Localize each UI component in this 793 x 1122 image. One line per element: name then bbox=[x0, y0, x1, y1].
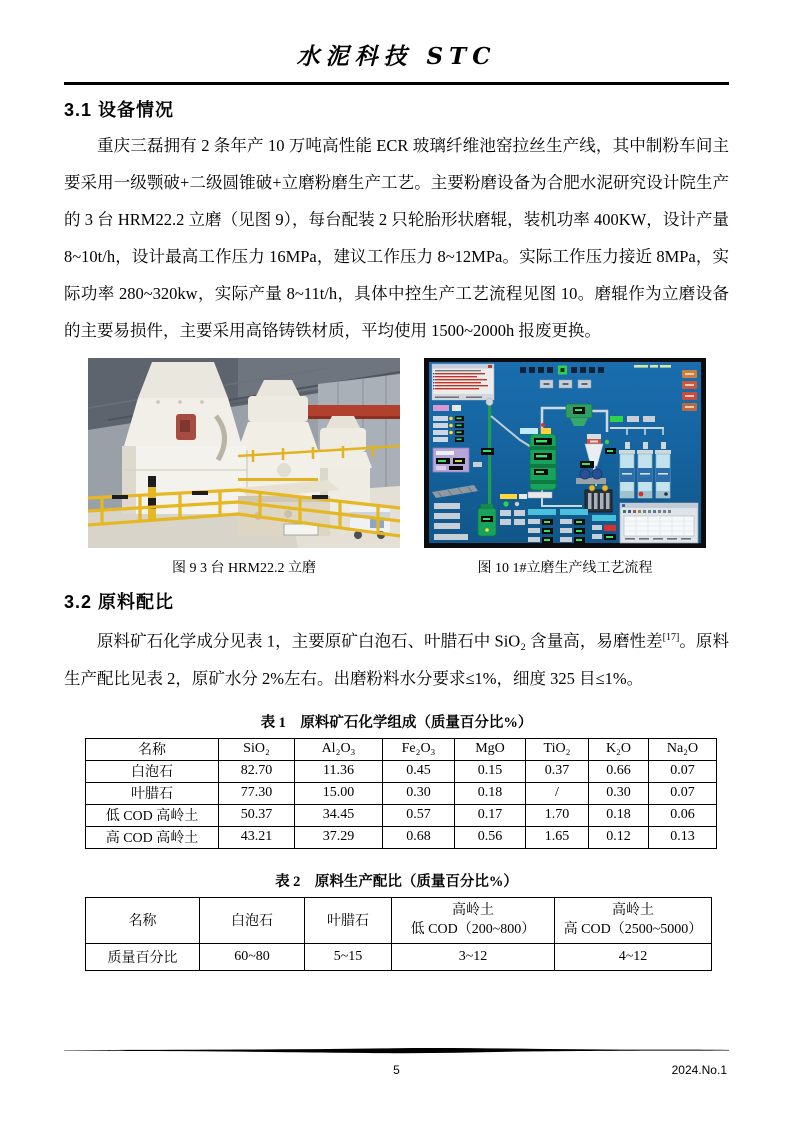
table-cell: 0.13 bbox=[649, 826, 717, 848]
figures-row bbox=[88, 358, 729, 577]
table-header-cell bbox=[555, 897, 712, 943]
table-cell: 0.30 bbox=[589, 782, 649, 804]
header-line-1: 高岭土 bbox=[452, 902, 494, 918]
table-header-cell: Al₂O₃ bbox=[295, 738, 383, 760]
section-heading-3-1: 3.1 设备情况 bbox=[64, 100, 175, 120]
journal-title: 水泥科技 STC bbox=[296, 43, 497, 70]
page-number: 5 bbox=[393, 1063, 400, 1077]
figure-mill-photo bbox=[88, 358, 400, 577]
production-ratio-table bbox=[85, 897, 712, 971]
paragraph-materials-text-2: 。原料生产配比见表 2，原矿水分 2%左右。出磨粉料水分要求≤1%，细度 325 目≤1%。 bbox=[64, 631, 729, 688]
table2-title: 表 2 原料生产配比（质量百分比%） bbox=[275, 873, 518, 890]
header-line-2: 低 COD（200~800） bbox=[410, 922, 536, 938]
table-row bbox=[86, 943, 712, 970]
table-cell: 白泡石 bbox=[86, 760, 219, 782]
table-cell: 34.45 bbox=[295, 804, 383, 826]
table-header-cell: 白泡石 bbox=[200, 897, 305, 943]
table-cell: 60~80 bbox=[200, 943, 305, 970]
table-cell: 叶腊石 bbox=[86, 782, 219, 804]
figure-caption-10: 图 10 1#立磨生产线工艺流程 bbox=[477, 561, 653, 576]
trend-window bbox=[620, 503, 698, 543]
table-cell: 0.17 bbox=[455, 804, 526, 826]
table-cell: 0.66 bbox=[589, 760, 649, 782]
table-cell: 1.65 bbox=[526, 826, 589, 848]
table-cell: 0.07 bbox=[649, 782, 717, 804]
table-header-cell: Fe₂O₃ bbox=[383, 738, 455, 760]
silos bbox=[619, 442, 671, 498]
table-header-cell: SiO₂ bbox=[219, 738, 295, 760]
table-cell: 4~12 bbox=[555, 943, 712, 970]
hazard-column bbox=[148, 476, 156, 520]
small-green-vessel bbox=[478, 504, 496, 536]
table-header-cell: 名称 bbox=[86, 897, 200, 943]
table-row bbox=[86, 760, 717, 782]
table-cell: 43.21 bbox=[219, 826, 295, 848]
table-header-cell: 叶腊石 bbox=[305, 897, 392, 943]
table-row bbox=[86, 826, 717, 848]
table-cell: 77.30 bbox=[219, 782, 295, 804]
footer-rule bbox=[64, 1047, 729, 1055]
table-cell: 3~12 bbox=[392, 943, 555, 970]
table-cell: 0.06 bbox=[649, 804, 717, 826]
table-header-cell bbox=[392, 897, 555, 943]
table-cell: 质量百分比 bbox=[86, 943, 200, 970]
title-buttons bbox=[540, 380, 591, 388]
table-cell: 15.00 bbox=[295, 782, 383, 804]
chemical-composition-table bbox=[85, 738, 717, 849]
table-cell: 高 COD 高岭土 bbox=[86, 826, 219, 848]
paragraph-materials bbox=[64, 619, 729, 697]
table-cell: 0.30 bbox=[383, 782, 455, 804]
table-cell: 0.18 bbox=[455, 782, 526, 804]
table-cell: 低 COD 高岭土 bbox=[86, 804, 219, 826]
table-cell: 0.45 bbox=[383, 760, 455, 782]
figure-caption-9: 图 9 3 台 HRM22.2 立磨 bbox=[172, 561, 316, 576]
table-header-cell: MgO bbox=[455, 738, 526, 760]
table-cell: 82.70 bbox=[219, 760, 295, 782]
table-cell: 11.36 bbox=[295, 760, 383, 782]
table-cell: 0.18 bbox=[589, 804, 649, 826]
section-heading-3-2: 3.2 原料配比 bbox=[64, 592, 175, 612]
header-line-2: 高 COD（2500~5000） bbox=[563, 922, 703, 938]
paragraph-equipment: 重庆三磊拥有 2 条年产 10 万吨高性能 ECR 玻璃纤维池窑拉丝生产线，其中制粉车间主要采用一级颚破+二级圆锥破+立磨粉磨生产工艺。主要粉磨设备为合肥水泥研究设计院生产的 3 台 HRM22.2 立磨（见图 9），每台配装 2 只轮胎形状磨辊，装机功率 400KW，设计产量 8~10t/h，设计最高工作压力 16MPa，建议工作压力 8~12MPa。实际工作压力接近 8MPa，实际功率 280~320kw，实际产量 8~11t/h，具体中控生产工艺流程见图 10。磨辊作为立磨设备的主要易损件，主要采用高铬铸铁材质，平均使用 1500~2000h 报废更换。 bbox=[64, 136, 729, 340]
scada-image bbox=[424, 358, 706, 548]
table-cell: 0.68 bbox=[383, 826, 455, 848]
table-cell: 0.56 bbox=[455, 826, 526, 848]
header-line-1: 高岭土 bbox=[612, 902, 654, 918]
table-cell: 37.29 bbox=[295, 826, 383, 848]
alarm-window bbox=[432, 364, 494, 400]
reference-superscript: [17] bbox=[662, 632, 680, 643]
table-header-cell: K₂O bbox=[589, 738, 649, 760]
table-cell: / bbox=[526, 782, 589, 804]
table-cell: 0.07 bbox=[649, 760, 717, 782]
paragraph-materials-text-1: 原料矿石化学成分见表 1，主要原矿白泡石、叶腊石中 SiO₂ 含量高，易磨性差 bbox=[97, 631, 663, 651]
table-cell: 5~15 bbox=[305, 943, 392, 970]
screen-timestamp bbox=[634, 365, 671, 368]
mill-photo-image bbox=[88, 358, 400, 548]
table-header-cell: TiO₂ bbox=[526, 738, 589, 760]
table-cell: 50.37 bbox=[219, 804, 295, 826]
status-buttons-row bbox=[610, 416, 655, 422]
table-header-cell: 名称 bbox=[86, 738, 219, 760]
issue-label: 2024.No.1 bbox=[671, 1063, 727, 1077]
table-cell: 0.37 bbox=[526, 760, 589, 782]
table-cell: 0.57 bbox=[383, 804, 455, 826]
table-cell: 1.70 bbox=[526, 804, 589, 826]
table-header-row bbox=[86, 897, 712, 943]
table-row bbox=[86, 804, 717, 826]
table1-title: 表 1 原料矿石化学组成（质量百分比%） bbox=[260, 714, 533, 731]
table-row bbox=[86, 782, 717, 804]
table-cell: 0.15 bbox=[455, 760, 526, 782]
table-header-row bbox=[86, 738, 717, 760]
table-header-cell: Na₂O bbox=[649, 738, 717, 760]
header-rule bbox=[64, 82, 729, 85]
page-footer bbox=[64, 1042, 729, 1079]
figure-scada-screen bbox=[424, 358, 706, 577]
table-cell: 0.12 bbox=[589, 826, 649, 848]
